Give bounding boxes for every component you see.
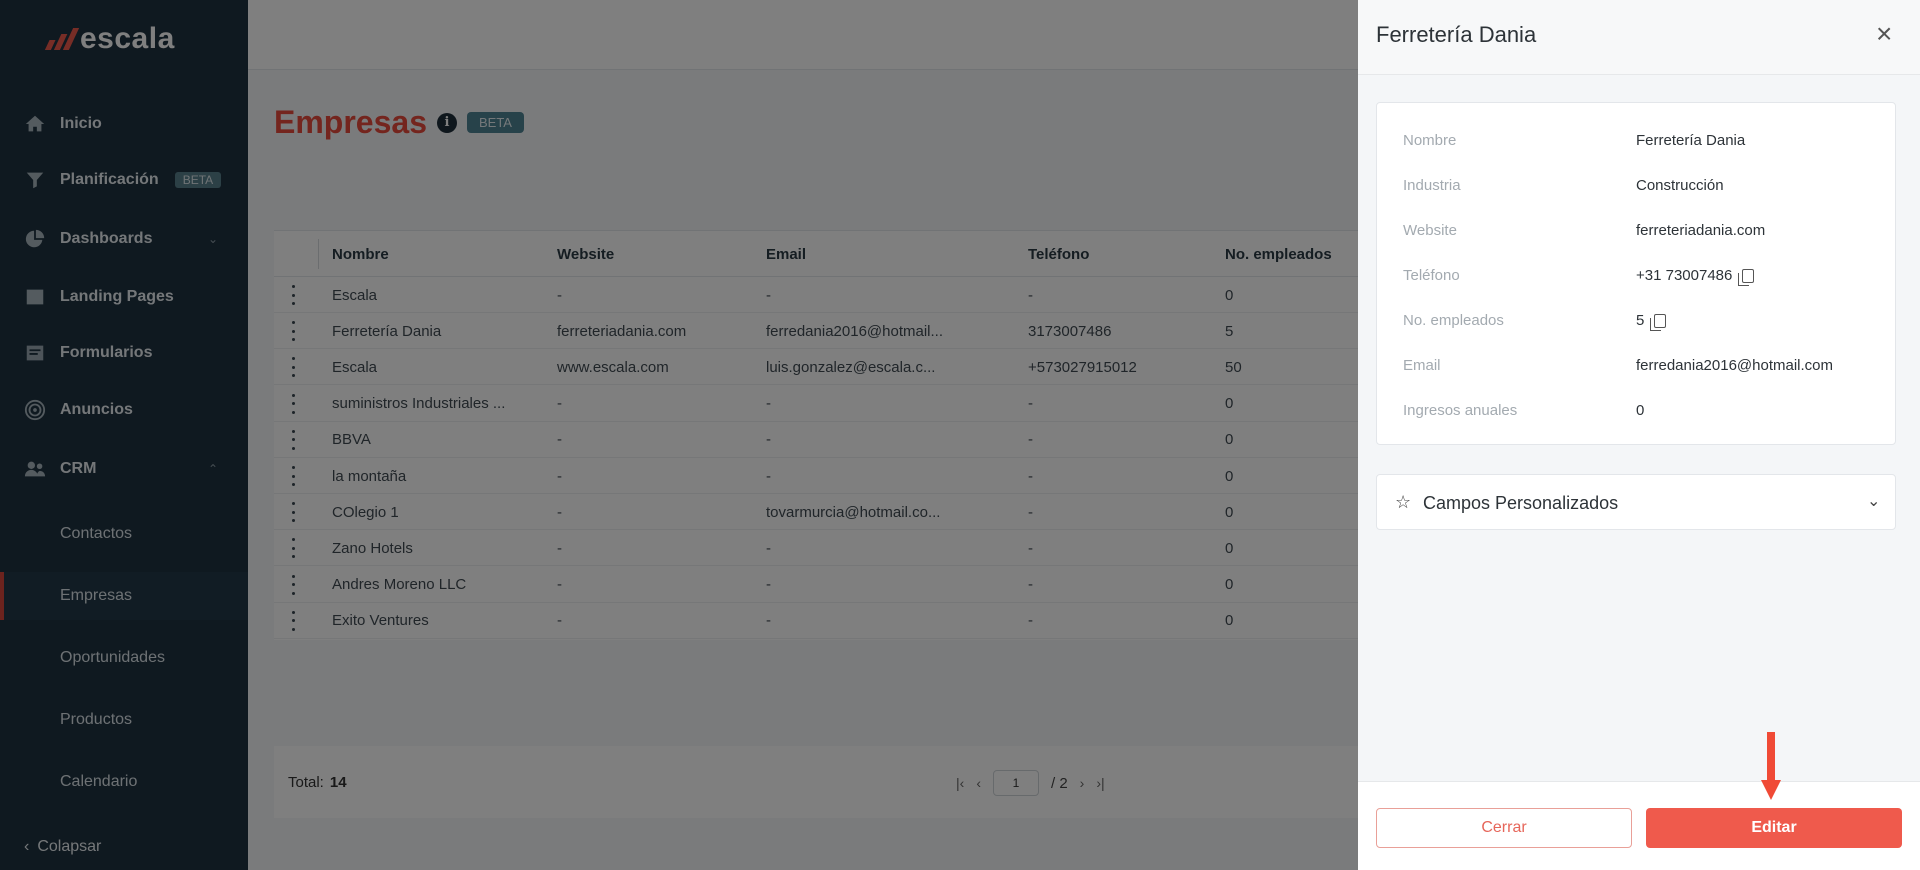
field-value (1636, 267, 1754, 284)
custom-fields-label: Campos Personalizados (1423, 493, 1619, 513)
company-info-card (1376, 102, 1896, 445)
field-value-text: 5 (1636, 312, 1645, 329)
field-label: Nombre (1403, 132, 1457, 149)
field-email (1403, 357, 1883, 379)
field-value-text: ferreteriadania.com (1636, 222, 1766, 239)
field-industria (1403, 177, 1883, 199)
arrow-down-icon (1761, 732, 1781, 802)
field-value-text: Construcción (1636, 177, 1724, 194)
drawer-title: Ferretería Dania (1376, 22, 1537, 47)
drawer-footer (1358, 781, 1920, 870)
copy-icon[interactable] (1742, 269, 1754, 283)
company-detail-drawer (1358, 0, 1920, 870)
field-value-text: ferredania2016@hotmail.com (1636, 357, 1833, 374)
close-icon[interactable]: × (1876, 18, 1893, 49)
field-value-text: +31 73007486 (1636, 267, 1733, 284)
field-value (1636, 132, 1745, 149)
edit-button[interactable]: Editar (1646, 808, 1902, 848)
custom-fields-accordion[interactable] (1376, 474, 1896, 530)
chevron-down-icon: ⌄ (1867, 493, 1881, 510)
field-value (1636, 357, 1833, 374)
field-nombre (1403, 132, 1883, 154)
field-telefono (1403, 267, 1883, 289)
field-value (1636, 177, 1724, 194)
field-value (1636, 312, 1666, 329)
field-label: Website (1403, 222, 1457, 239)
field-label: Ingresos anuales (1403, 402, 1518, 419)
field-label: Teléfono (1403, 267, 1460, 284)
field-value-text: Ferretería Dania (1636, 132, 1746, 149)
field-value (1636, 402, 1644, 419)
star-icon: ☆ (1395, 492, 1412, 512)
field-label: No. empleados (1403, 312, 1504, 329)
drawer-body (1358, 75, 1920, 781)
field-value-text: 0 (1636, 402, 1645, 419)
copy-icon[interactable] (1654, 314, 1666, 328)
field-empleados (1403, 312, 1883, 334)
drawer-header (1358, 0, 1920, 75)
close-button[interactable]: Cerrar (1376, 808, 1632, 848)
field-label: Email (1403, 357, 1441, 374)
field-website (1403, 222, 1883, 244)
field-ingresos (1403, 402, 1883, 424)
field-label: Industria (1403, 177, 1461, 194)
field-value (1636, 222, 1765, 239)
